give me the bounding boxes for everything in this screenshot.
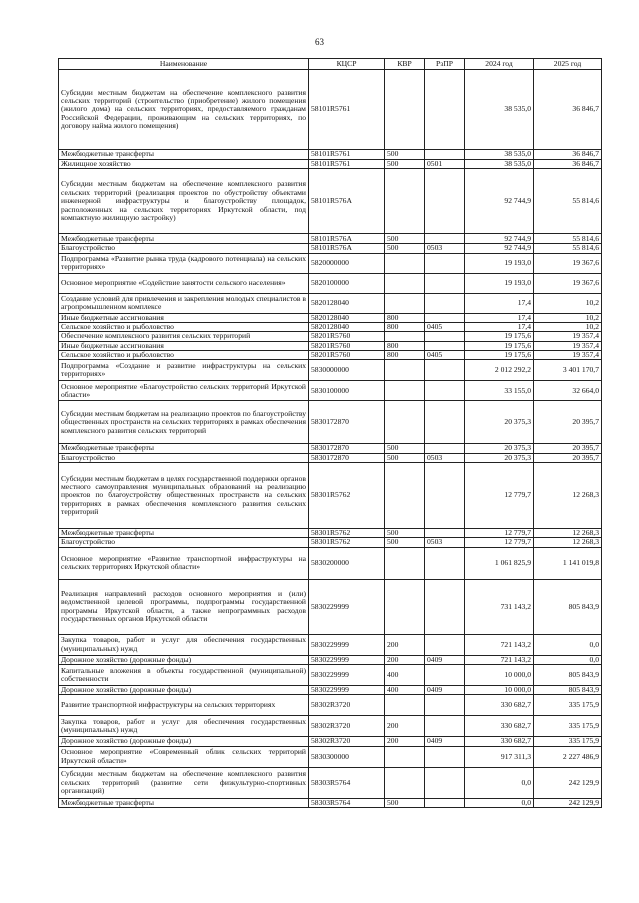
row-name: Межбюджетные трансферты <box>59 798 309 807</box>
row-kvr: 500 <box>385 529 425 538</box>
table-row <box>59 634 602 655</box>
row-rzpr: 0405 <box>425 323 465 332</box>
row-name: Жилищное хозяйство <box>59 160 309 169</box>
row-kvr <box>385 746 425 767</box>
row-rzpr <box>425 579 465 634</box>
row-rzpr <box>425 360 465 381</box>
row-kvr <box>385 293 425 313</box>
row-kcsr: 5830300000 <box>309 746 385 767</box>
row-name: Благоустройство <box>59 538 309 547</box>
table-row <box>59 401 602 444</box>
row-name: Межбюджетные трансферты <box>59 234 309 244</box>
row-amount-2024: 917 311,3 <box>465 746 534 767</box>
row-amount-2024: 19 175,6 <box>465 351 534 360</box>
row-amount-2025: 335 175,9 <box>534 695 602 716</box>
table-row <box>59 453 602 462</box>
row-name: Дорожное хозяйство (дорожные фонды) <box>59 737 309 746</box>
row-kcsr: 58201R5760 <box>309 341 385 350</box>
row-kvr: 500 <box>385 160 425 169</box>
row-kcsr: 5820000000 <box>309 253 385 273</box>
row-kcsr: 5820100000 <box>309 273 385 293</box>
row-rzpr <box>425 332 465 341</box>
row-kcsr: 5830229999 <box>309 634 385 655</box>
table-row <box>59 273 602 293</box>
row-amount-2025: 10,2 <box>534 293 602 313</box>
row-rzpr <box>425 444 465 453</box>
row-kcsr: 58101R576A <box>309 234 385 244</box>
row-kvr <box>385 401 425 444</box>
table-row <box>59 695 602 716</box>
row-name: Благоустройство <box>59 244 309 253</box>
row-name: Межбюджетные трансферты <box>59 444 309 453</box>
row-amount-2025: 36 846,7 <box>534 70 602 150</box>
row-name: Субсидии местным бюджетам на обеспечение комплексного развития сельских территорий (развитие сети физкультурно-спортивных организаций) <box>59 767 309 798</box>
row-kvr: 200 <box>385 737 425 746</box>
table-row <box>59 323 602 332</box>
row-amount-2024: 17,4 <box>465 293 534 313</box>
row-amount-2025: 242 129,9 <box>534 767 602 798</box>
row-amount-2024: 731 143,2 <box>465 579 534 634</box>
row-amount-2025: 32 664,0 <box>534 381 602 401</box>
row-kvr <box>385 360 425 381</box>
row-kcsr: 58302R3720 <box>309 737 385 746</box>
row-kcsr: 58101R5761 <box>309 70 385 150</box>
row-name: Межбюджетные трансферты <box>59 529 309 538</box>
row-kvr <box>385 169 425 234</box>
column-header-kvr: КВР <box>385 59 425 70</box>
row-name: Основное мероприятие «Современный облик сельских территорий Иркутской области» <box>59 746 309 767</box>
row-kcsr: 5820128040 <box>309 323 385 332</box>
row-kcsr: 58302R3720 <box>309 695 385 716</box>
row-name: Создание условий для привлечения и закрепления молодых специалистов в агропромышленном комплексе <box>59 293 309 313</box>
row-amount-2025: 0,0 <box>534 634 602 655</box>
table-row <box>59 293 602 313</box>
row-amount-2024: 12 779,7 <box>465 538 534 547</box>
row-amount-2024: 0,0 <box>465 798 534 807</box>
row-rzpr <box>425 401 465 444</box>
row-kcsr: 58101R5761 <box>309 150 385 160</box>
table-row <box>59 665 602 686</box>
row-amount-2024: 12 779,7 <box>465 529 534 538</box>
row-amount-2025: 19 367,6 <box>534 253 602 273</box>
row-amount-2025: 805 843,9 <box>534 665 602 686</box>
row-amount-2024: 330 682,7 <box>465 695 534 716</box>
row-name: Субсидии местным бюджетам в целях государственной поддержки органов местного самоуправления муниципальных образований на реализацию проектов по благоустройству общественных пространств на сельских территориях в рамках обеспечения комплексного развития сельских территорий <box>59 463 309 529</box>
row-name: Подпрограмма «Создание и развитие инфраструктуры на сельских территориях» <box>59 360 309 381</box>
row-kcsr: 58201R5760 <box>309 332 385 341</box>
row-amount-2025: 20 395,7 <box>534 444 602 453</box>
row-name: Субсидии местным бюджетам на обеспечение комплексного развития сельских территорий (реализация проектов по обустройству объектами инженерной инфраструктуры и благоустройству площадок, расположенных на сельских территориях Иркутской области, под компактную жилищную застройку) <box>59 169 309 234</box>
row-name: Закупка товаров, работ и услуг для обеспечения государственных (муниципальных) нужд <box>59 716 309 737</box>
row-kvr: 200 <box>385 716 425 737</box>
row-amount-2024: 33 155,0 <box>465 381 534 401</box>
row-name: Обеспечение комплексного развития сельских территорий <box>59 332 309 341</box>
table-row <box>59 655 602 664</box>
row-amount-2024: 330 682,7 <box>465 737 534 746</box>
row-name: Сельское хозяйство и рыболовство <box>59 323 309 332</box>
row-amount-2025: 10,2 <box>534 323 602 332</box>
table-header-row <box>59 59 602 70</box>
table-row <box>59 253 602 273</box>
row-rzpr: 0503 <box>425 538 465 547</box>
row-kcsr: 58303R5764 <box>309 767 385 798</box>
row-rzpr: 0409 <box>425 686 465 695</box>
row-name: Реализация направлений расходов основного мероприятия и (или) ведомственной целевой программы, подпрограммы государственной программы Иркутской области, а также непрограммных расходов государственных органов Иркутской области <box>59 579 309 634</box>
table-row <box>59 444 602 453</box>
row-kcsr: 5830172870 <box>309 401 385 444</box>
table-row <box>59 381 602 401</box>
row-amount-2025: 55 814,6 <box>534 234 602 244</box>
row-rzpr <box>425 665 465 686</box>
row-kvr <box>385 767 425 798</box>
table-row <box>59 538 602 547</box>
row-kcsr: 58303R5764 <box>309 798 385 807</box>
table-row <box>59 463 602 529</box>
table-row <box>59 360 602 381</box>
table-row <box>59 160 602 169</box>
row-amount-2024: 92 744,9 <box>465 234 534 244</box>
table-row <box>59 737 602 746</box>
row-rzpr: 0503 <box>425 244 465 253</box>
row-amount-2024: 0,0 <box>465 767 534 798</box>
row-kcsr: 58201R5760 <box>309 351 385 360</box>
row-kcsr: 5830172870 <box>309 453 385 462</box>
row-amount-2025: 3 401 170,7 <box>534 360 602 381</box>
row-rzpr: 0409 <box>425 655 465 664</box>
row-kvr: 500 <box>385 444 425 453</box>
column-header-2024: 2024 год <box>465 59 534 70</box>
row-amount-2024: 330 682,7 <box>465 716 534 737</box>
row-rzpr <box>425 234 465 244</box>
column-header-name: Наименование <box>59 59 309 70</box>
row-kcsr: 58301R5762 <box>309 538 385 547</box>
table-row <box>59 547 602 579</box>
table-row <box>59 686 602 695</box>
row-amount-2025: 2 227 486,9 <box>534 746 602 767</box>
row-amount-2025: 242 129,9 <box>534 798 602 807</box>
row-amount-2025: 10,2 <box>534 313 602 322</box>
row-amount-2025: 19 357,4 <box>534 341 602 350</box>
row-amount-2024: 17,4 <box>465 323 534 332</box>
row-kcsr: 5830229999 <box>309 686 385 695</box>
row-kcsr: 5830000000 <box>309 360 385 381</box>
row-amount-2025: 55 814,6 <box>534 244 602 253</box>
row-rzpr <box>425 547 465 579</box>
row-amount-2024: 10 000,0 <box>465 686 534 695</box>
row-rzpr <box>425 313 465 322</box>
row-amount-2024: 1 061 825,9 <box>465 547 534 579</box>
row-rzpr <box>425 70 465 150</box>
row-amount-2025: 805 843,9 <box>534 579 602 634</box>
row-amount-2024: 721 143,2 <box>465 634 534 655</box>
row-amount-2024: 20 375,3 <box>465 444 534 453</box>
row-amount-2024: 19 175,6 <box>465 341 534 350</box>
row-name: Дорожное хозяйство (дорожные фонды) <box>59 686 309 695</box>
table-row <box>59 529 602 538</box>
row-kcsr: 58101R576A <box>309 244 385 253</box>
row-rzpr: 0405 <box>425 351 465 360</box>
row-kcsr: 5830229999 <box>309 655 385 664</box>
column-header-rzpr: РзПР <box>425 59 465 70</box>
table-row <box>59 150 602 160</box>
row-kvr: 800 <box>385 323 425 332</box>
row-rzpr: 0409 <box>425 737 465 746</box>
row-rzpr <box>425 746 465 767</box>
row-amount-2025: 20 395,7 <box>534 401 602 444</box>
row-amount-2025: 55 814,6 <box>534 169 602 234</box>
row-amount-2024: 38 535,0 <box>465 150 534 160</box>
row-kvr: 800 <box>385 313 425 322</box>
row-rzpr <box>425 273 465 293</box>
row-name: Основное мероприятие «Содействие занятости сельского населения» <box>59 273 309 293</box>
row-kvr <box>385 253 425 273</box>
row-name: Развитие транспортной инфраструктуры на сельских территориях <box>59 695 309 716</box>
row-kvr: 500 <box>385 453 425 462</box>
row-kvr: 500 <box>385 234 425 244</box>
row-amount-2025: 19 367,6 <box>534 273 602 293</box>
row-rzpr <box>425 529 465 538</box>
row-amount-2024: 20 375,3 <box>465 453 534 462</box>
row-rzpr <box>425 798 465 807</box>
row-name: Иные бюджетные ассигнования <box>59 313 309 322</box>
row-name: Основное мероприятие «Развитие транспортной инфраструктуры на сельских территориях Иркутской области» <box>59 547 309 579</box>
row-amount-2025: 19 357,4 <box>534 351 602 360</box>
row-rzpr: 0503 <box>425 453 465 462</box>
row-name: Благоустройство <box>59 453 309 462</box>
row-amount-2025: 20 395,7 <box>534 453 602 462</box>
row-kvr: 500 <box>385 538 425 547</box>
table-row <box>59 767 602 798</box>
table-row <box>59 313 602 322</box>
row-kvr: 400 <box>385 686 425 695</box>
row-amount-2024: 2 012 292,2 <box>465 360 534 381</box>
table-row <box>59 746 602 767</box>
column-header-kcsr: КЦСР <box>309 59 385 70</box>
row-amount-2025: 1 141 019,8 <box>534 547 602 579</box>
page-number: 63 <box>315 37 324 47</box>
row-kcsr: 58301R5762 <box>309 529 385 538</box>
row-amount-2024: 38 535,0 <box>465 70 534 150</box>
row-amount-2024: 721 143,2 <box>465 655 534 664</box>
row-kvr <box>385 332 425 341</box>
row-name: Субсидии местным бюджетам на реализацию проектов по благоустройству общественных пространств на сельских территориях в рамках обеспечения комплексного развития сельских территорий <box>59 401 309 444</box>
row-amount-2024: 20 375,3 <box>465 401 534 444</box>
row-name: Подпрограмма «Развитие рынка труда (кадрового потенциала) на сельских территориях» <box>59 253 309 273</box>
row-kcsr: 5820128040 <box>309 313 385 322</box>
table-row <box>59 798 602 807</box>
row-kvr: 500 <box>385 150 425 160</box>
row-kcsr: 58301R5762 <box>309 463 385 529</box>
table-row <box>59 716 602 737</box>
row-kcsr: 5830100000 <box>309 381 385 401</box>
row-kcsr: 5830200000 <box>309 547 385 579</box>
row-kcsr: 5830229999 <box>309 665 385 686</box>
row-kvr <box>385 547 425 579</box>
row-amount-2025: 12 268,3 <box>534 529 602 538</box>
row-amount-2025: 36 846,7 <box>534 160 602 169</box>
row-kvr: 200 <box>385 655 425 664</box>
row-rzpr <box>425 169 465 234</box>
row-kcsr: 58101R576A <box>309 169 385 234</box>
table-row <box>59 244 602 253</box>
table-row <box>59 579 602 634</box>
row-amount-2025: 335 175,9 <box>534 716 602 737</box>
row-rzpr <box>425 634 465 655</box>
row-rzpr <box>425 695 465 716</box>
row-kvr <box>385 273 425 293</box>
row-rzpr <box>425 716 465 737</box>
row-rzpr <box>425 253 465 273</box>
row-rzpr <box>425 463 465 529</box>
row-kcsr: 58101R5761 <box>309 160 385 169</box>
row-rzpr <box>425 381 465 401</box>
row-kcsr: 5830229999 <box>309 579 385 634</box>
row-amount-2025: 12 268,3 <box>534 463 602 529</box>
row-kvr <box>385 695 425 716</box>
row-amount-2024: 19 193,0 <box>465 273 534 293</box>
row-rzpr: 0501 <box>425 160 465 169</box>
row-amount-2024: 92 744,9 <box>465 244 534 253</box>
row-rzpr <box>425 150 465 160</box>
table-row <box>59 341 602 350</box>
budget-table <box>58 58 602 808</box>
row-amount-2024: 19 175,6 <box>465 332 534 341</box>
row-amount-2024: 12 779,7 <box>465 463 534 529</box>
row-amount-2024: 92 744,9 <box>465 169 534 234</box>
column-header-2025: 2025 год <box>534 59 602 70</box>
row-amount-2024: 10 000,0 <box>465 665 534 686</box>
row-kvr <box>385 381 425 401</box>
row-name: Субсидии местным бюджетам на обеспечение комплексного развития сельских территорий (строительство (приобретение) жилого помещения (жилого дома) на сельских территориях, предоставляемого гражданам Российской Федерации, проживающим на сельских территориях, по договору найма жилого помещения) <box>59 70 309 150</box>
row-amount-2025: 12 268,3 <box>534 538 602 547</box>
row-kcsr: 5820128040 <box>309 293 385 313</box>
row-rzpr <box>425 767 465 798</box>
row-kcsr: 58302R3720 <box>309 716 385 737</box>
row-name: Межбюджетные трансферты <box>59 150 309 160</box>
row-name: Капитальные вложения в объекты государственной (муниципальной) собственности <box>59 665 309 686</box>
row-amount-2024: 17,4 <box>465 313 534 322</box>
table-row <box>59 234 602 244</box>
row-kvr: 400 <box>385 665 425 686</box>
row-name: Дорожное хозяйство (дорожные фонды) <box>59 655 309 664</box>
row-name: Иные бюджетные ассигнования <box>59 341 309 350</box>
table-row <box>59 332 602 341</box>
row-kvr <box>385 463 425 529</box>
row-rzpr <box>425 293 465 313</box>
row-name: Сельское хозяйство и рыболовство <box>59 351 309 360</box>
row-rzpr <box>425 341 465 350</box>
row-kvr: 500 <box>385 244 425 253</box>
row-name: Основное мероприятие «Благоустройство сельских территорий Иркутской области» <box>59 381 309 401</box>
row-kvr <box>385 579 425 634</box>
row-kvr <box>385 70 425 150</box>
row-amount-2025: 335 175,9 <box>534 737 602 746</box>
row-amount-2025: 19 357,4 <box>534 332 602 341</box>
table-row <box>59 169 602 234</box>
row-amount-2024: 19 193,0 <box>465 253 534 273</box>
row-kvr: 800 <box>385 351 425 360</box>
row-name: Закупка товаров, работ и услуг для обеспечения государственных (муниципальных) нужд <box>59 634 309 655</box>
row-kvr: 500 <box>385 798 425 807</box>
table-row <box>59 351 602 360</box>
row-kvr: 800 <box>385 341 425 350</box>
row-amount-2025: 805 843,9 <box>534 686 602 695</box>
row-kvr: 200 <box>385 634 425 655</box>
row-amount-2025: 36 846,7 <box>534 150 602 160</box>
row-amount-2024: 38 535,0 <box>465 160 534 169</box>
row-kcsr: 5830172870 <box>309 444 385 453</box>
table-row <box>59 70 602 150</box>
row-amount-2025: 0,0 <box>534 655 602 664</box>
